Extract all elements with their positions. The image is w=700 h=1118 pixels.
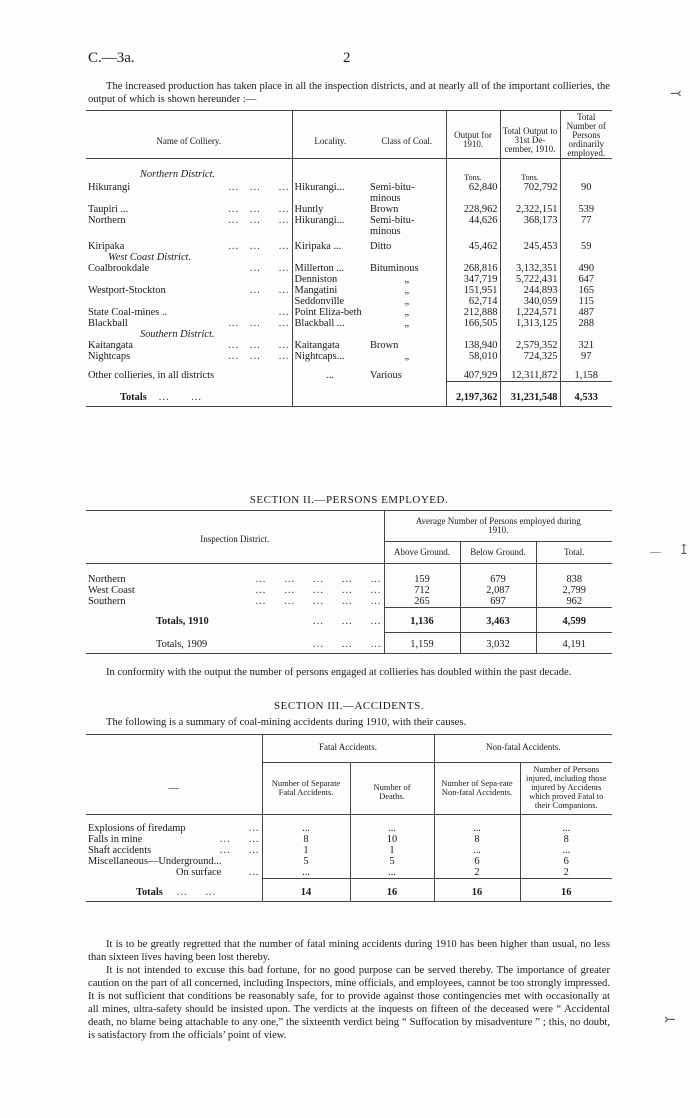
total-value: 962 bbox=[536, 596, 612, 608]
nonfatal-count: 8 bbox=[434, 834, 520, 845]
document-reference: C.—3a. bbox=[88, 50, 135, 66]
totals-total: 4,599 bbox=[536, 608, 612, 633]
output-value: 212,888 bbox=[446, 307, 500, 318]
totals-injured: 16 bbox=[520, 879, 612, 902]
coal-class: Semi-bitu-minous bbox=[370, 215, 415, 237]
section-iii-title: SECTION III.—ACCIDENTS. bbox=[274, 700, 424, 712]
coal-class: „ bbox=[404, 351, 410, 362]
page-number: 2 bbox=[343, 50, 351, 66]
total-output-value: 3,132,351 bbox=[500, 263, 560, 274]
persons-value: 487 bbox=[560, 307, 612, 318]
totals-label: Totals, 1910 bbox=[156, 615, 209, 627]
total-output-value: 1,224,571 bbox=[500, 307, 560, 318]
totals-total: 4,191 bbox=[536, 633, 612, 654]
total-value: 838 bbox=[536, 564, 612, 586]
total-output-value: 1,313,125 bbox=[500, 318, 560, 329]
totals-deaths: 16 bbox=[350, 879, 434, 902]
coal-class: „ bbox=[404, 296, 410, 307]
nonfatal-count: 6 bbox=[434, 856, 520, 867]
margin-mark: ⤙ bbox=[670, 87, 682, 102]
persons-note: In conformity with the output the number of persons engaged at collieries has doubled within the past decade. bbox=[106, 667, 572, 678]
persons-value: 1,158 bbox=[560, 362, 612, 382]
table-row bbox=[86, 845, 612, 856]
output-1910-header: Output for 1910. bbox=[446, 111, 500, 159]
totals-above: 1,159 bbox=[384, 633, 460, 654]
fatal-count: 1 bbox=[262, 845, 350, 856]
table-row bbox=[86, 596, 612, 608]
totals-persons: 4,533 bbox=[560, 382, 612, 407]
table-row bbox=[86, 362, 612, 382]
fatal-count: ... bbox=[262, 815, 350, 835]
deaths-count: ... bbox=[350, 867, 434, 879]
fatal-count: 8 bbox=[262, 834, 350, 845]
coal-class: Semi-bitu-minous bbox=[370, 182, 415, 204]
table-row bbox=[86, 867, 612, 879]
totals-above: 1,136 bbox=[384, 608, 460, 633]
cause-header: — bbox=[86, 735, 262, 815]
totals-row bbox=[86, 608, 612, 633]
tons-unit: Tons. bbox=[500, 159, 560, 183]
total-output-value: 702,792 bbox=[500, 182, 560, 204]
closing-paragraph-2: It is not intended to excuse this bad fortune, for no good purpose can be served thereby. The importance of greater caution on the part of all concerned, including Inspectors, mine officials, and employees, cannot be too strongly impressed. It is not sufficient that conditions be reasonably safe, for to provide against those contingencies met with occasionally at all mines, ultra-safety should be insisted upon. The verdicts at the inquests on fifteen of the deceased were “ Accidental death, no blame being attachable to any one,” the sixteenth verdict being “ Suffocation by misadventure ” ; this, no doubt, is satisfactory from the officials’ point of view. bbox=[88, 965, 610, 1041]
accidents-intro: The following is a summary of coal-mining accidents during 1910, with their causes. bbox=[106, 717, 467, 728]
leader-dots: ... bbox=[248, 823, 260, 834]
output-value: 62,714 bbox=[446, 296, 500, 307]
leader-dots: ... bbox=[248, 867, 260, 878]
table-row bbox=[86, 318, 612, 329]
deaths-count: ... bbox=[350, 815, 434, 835]
coal-class: „ bbox=[404, 307, 410, 318]
table-row bbox=[86, 856, 612, 867]
locality: Kiripaka ... bbox=[292, 237, 368, 252]
table-row bbox=[86, 215, 612, 237]
locality: Huntly bbox=[292, 204, 368, 215]
nonfatal-count: ... bbox=[434, 815, 520, 835]
total-output-value: 245,453 bbox=[500, 237, 560, 252]
totals-label: Totals, 1909 bbox=[156, 638, 208, 650]
district-label: Southern District. bbox=[140, 329, 215, 340]
total-output-value: 2,579,352 bbox=[500, 340, 560, 351]
total-header: Total. bbox=[536, 542, 612, 564]
district-label: Northern District. bbox=[140, 169, 216, 180]
colliery-name: Kiripaka bbox=[88, 241, 125, 252]
injured-count: 2 bbox=[520, 867, 612, 879]
district-label: West Coast District. bbox=[108, 252, 192, 263]
coal-class-header: Class of Coal. bbox=[381, 136, 433, 146]
leader-dots: ... bbox=[278, 307, 290, 318]
leader-dots: ... ... bbox=[158, 391, 202, 403]
tons-unit: Tons. bbox=[446, 159, 500, 183]
leader-dots: ... ... bbox=[176, 886, 217, 898]
fatal-count: 5 bbox=[262, 856, 350, 867]
output-value: 151,951 bbox=[446, 285, 500, 296]
colliery-name: Kaitangata bbox=[88, 340, 134, 351]
table-row bbox=[86, 307, 612, 318]
totals-total-output: 31,231,548 bbox=[500, 382, 560, 407]
persons-value: 539 bbox=[560, 204, 612, 215]
totals-label: Totals bbox=[120, 391, 147, 403]
cause-label: Explosions of firedamp bbox=[88, 823, 186, 834]
leader-dots: ... ... ... bbox=[228, 351, 290, 362]
colliery-name: Northern bbox=[88, 215, 126, 226]
deaths-count: 1 bbox=[350, 845, 434, 856]
output-value: 45,462 bbox=[446, 237, 500, 252]
section-ii-title: SECTION II.—PERSONS EMPLOYED. bbox=[249, 494, 449, 506]
deaths-count: 5 bbox=[350, 856, 434, 867]
leader-dots: ... ... bbox=[219, 845, 260, 856]
colliery-name: Westport-Stockton bbox=[88, 285, 166, 296]
leader-dots: ... ... ... ... ... bbox=[255, 585, 382, 596]
locality: Nightcaps... bbox=[292, 351, 368, 362]
fatal-count: ... bbox=[262, 867, 350, 879]
colliery-table-header bbox=[86, 111, 612, 159]
totals-row bbox=[86, 879, 612, 902]
nonfatal-count: 2 bbox=[434, 867, 520, 879]
cause-label: Falls in mine bbox=[88, 834, 143, 845]
total-output-value: 5,722,431 bbox=[500, 274, 560, 285]
district-row bbox=[86, 252, 612, 263]
cause-label: Miscellaneous—Underground... bbox=[88, 856, 222, 867]
coal-class: Various bbox=[370, 370, 402, 381]
injured-count: ... bbox=[520, 815, 612, 835]
totals-below: 3,463 bbox=[460, 608, 536, 633]
total-value: 2,799 bbox=[536, 585, 612, 596]
average-persons-header: Average Number of Persons employed during 1910. bbox=[384, 511, 612, 542]
output-value: 268,816 bbox=[446, 263, 500, 274]
above-ground-header: Above Ground. bbox=[384, 542, 460, 564]
colliery-name: Other collieries, in all districts bbox=[88, 370, 215, 381]
table-row bbox=[86, 182, 612, 204]
output-value: 166,505 bbox=[446, 318, 500, 329]
leader-dots: ... ... ... ... ... bbox=[255, 574, 382, 585]
cause-label: On surface bbox=[176, 867, 222, 878]
totals-fatal: 14 bbox=[262, 879, 350, 902]
injured-count: 6 bbox=[520, 856, 612, 867]
total-output-value: 12,311,872 bbox=[500, 362, 560, 382]
totals-below: 3,032 bbox=[460, 633, 536, 654]
leader-dots: ... ... ... bbox=[228, 182, 290, 193]
table-row bbox=[86, 564, 612, 586]
totals-row bbox=[86, 382, 612, 407]
locality: Point Eliza-beth bbox=[292, 307, 368, 318]
nonfatal-count: ... bbox=[434, 845, 520, 856]
output-value: 58,010 bbox=[446, 351, 500, 362]
leader-dots: ... ... bbox=[249, 285, 290, 296]
above-ground-value: 712 bbox=[384, 585, 460, 596]
output-value: 407,929 bbox=[446, 362, 500, 382]
persons-value: 77 bbox=[560, 215, 612, 237]
table-row bbox=[86, 263, 612, 274]
colliery-name: State Coal-mines .. bbox=[88, 307, 168, 318]
margin-mark: — bbox=[650, 546, 661, 558]
coal-class: Bituminous bbox=[370, 263, 419, 274]
separate-nonfatal-header: Number of Sepa-rate Non-fatal Accidents. bbox=[434, 763, 520, 815]
district-name: Northern bbox=[88, 574, 126, 585]
total-output-value: 368,173 bbox=[500, 215, 560, 237]
nonfatal-accidents-header: Non-fatal Accidents. bbox=[434, 735, 612, 763]
district-row bbox=[86, 159, 612, 183]
output-value: 347,719 bbox=[446, 274, 500, 285]
leader-dots: ... ... bbox=[249, 263, 290, 274]
margin-mark: ↥ bbox=[678, 543, 690, 558]
above-ground-value: 265 bbox=[384, 596, 460, 608]
leader-dots: ... ... ... bbox=[228, 340, 290, 351]
coal-class: Ditto bbox=[370, 241, 392, 252]
coal-class: Brown bbox=[370, 340, 399, 351]
inspection-district-header: Inspection District. bbox=[86, 511, 384, 564]
persons-value: 647 bbox=[560, 274, 612, 285]
persons-value: 59 bbox=[560, 237, 612, 252]
leader-dots: ... ... bbox=[219, 834, 260, 845]
persons-injured-header: Number of Persons injured, including those injured by Accidents which proved Fatal to their Companions. bbox=[520, 763, 612, 815]
fatal-accidents-header: Fatal Accidents. bbox=[262, 735, 434, 763]
output-value: 228,962 bbox=[446, 204, 500, 215]
locality: Mangatini bbox=[292, 285, 368, 296]
total-output-value: 724,325 bbox=[500, 351, 560, 362]
below-ground-value: 697 bbox=[460, 596, 536, 608]
persons-employed-header: Total Number of Persons ordinarily employed. bbox=[560, 111, 612, 159]
table-row bbox=[86, 296, 612, 307]
colliery-name: Hikurangi bbox=[88, 182, 131, 193]
locality: Hikurangi... bbox=[292, 215, 368, 237]
intro-paragraph: The increased production has taken place in all the inspection districts, and at nearly all of the important collieries, the output of which is shown hereunder :— bbox=[88, 81, 610, 105]
margin-mark: ⤚ bbox=[664, 1013, 676, 1028]
leader-dots: ... ... ... bbox=[228, 215, 290, 226]
district-row bbox=[86, 329, 612, 340]
colliery-name bbox=[86, 296, 292, 307]
total-output-header: Total Output to 31st De-cember, 1910. bbox=[500, 111, 560, 159]
below-ground-value: 679 bbox=[460, 564, 536, 586]
locality: Denniston bbox=[292, 274, 368, 285]
deaths-count: 10 bbox=[350, 834, 434, 845]
persons-value: 90 bbox=[560, 182, 612, 204]
locality: Hikurangi... bbox=[292, 182, 368, 204]
table-row bbox=[86, 585, 612, 596]
total-output-value: 340,059 bbox=[500, 296, 560, 307]
district-name: Southern bbox=[88, 596, 126, 607]
persons-value: 165 bbox=[560, 285, 612, 296]
cause-label: Shaft accidents bbox=[88, 845, 152, 856]
closing-paragraph-1: It is to be greatly regretted that the number of fatal mining accidents during 1910 has been higher than usual, no less than sixteen lives having been lost thereby. bbox=[88, 939, 610, 963]
totals-nonfatal: 16 bbox=[434, 879, 520, 902]
above-ground-value: 159 bbox=[384, 564, 460, 586]
locality: Blackball ... bbox=[292, 318, 368, 329]
output-value: 44,626 bbox=[446, 215, 500, 237]
coal-class: Brown bbox=[370, 204, 399, 215]
locality-header: Locality. bbox=[292, 111, 368, 159]
colliery-name-header: Name of Colliery. bbox=[156, 136, 222, 146]
colliery-name: Taupiri ... bbox=[88, 204, 129, 215]
table-row bbox=[86, 834, 612, 845]
total-output-value: 2,322,151 bbox=[500, 204, 560, 215]
separate-fatal-header: Number of Separate Fatal Accidents. bbox=[262, 763, 350, 815]
colliery-name: Nightcaps bbox=[88, 351, 131, 362]
output-value: 62,840 bbox=[446, 182, 500, 204]
table-row bbox=[86, 237, 612, 252]
below-ground-value: 2,087 bbox=[460, 585, 536, 596]
deaths-header: Number of Deaths. bbox=[350, 763, 434, 815]
leader-dots: ... ... ... bbox=[313, 638, 382, 650]
colliery-name: Coalbrookdale bbox=[88, 263, 150, 274]
table-row bbox=[86, 274, 612, 285]
injured-count: 8 bbox=[520, 834, 612, 845]
injured-count: ... bbox=[520, 845, 612, 856]
locality: Millerton ... bbox=[292, 263, 368, 274]
coal-class: „ bbox=[404, 318, 410, 329]
coal-class: „ bbox=[404, 274, 410, 285]
persons-value: 490 bbox=[560, 263, 612, 274]
totals-label: Totals bbox=[136, 886, 163, 898]
leader-dots: ... ... ... bbox=[228, 241, 290, 252]
persons-employed-table bbox=[86, 510, 612, 654]
locality: Seddonville bbox=[292, 296, 368, 307]
leader-dots: ... ... ... bbox=[228, 204, 290, 215]
below-ground-header: Below Ground. bbox=[460, 542, 536, 564]
leader-dots: ... ... ... ... ... bbox=[255, 596, 382, 607]
colliery-name: Blackball bbox=[88, 318, 128, 329]
total-output-value: 244,893 bbox=[500, 285, 560, 296]
table-row bbox=[86, 204, 612, 215]
totals-row bbox=[86, 633, 612, 654]
colliery-name bbox=[86, 274, 292, 285]
accidents-table bbox=[86, 734, 612, 902]
persons-value: 97 bbox=[560, 351, 612, 362]
leader-dots: ... ... ... bbox=[313, 615, 382, 627]
persons-value: 115 bbox=[560, 296, 612, 307]
district-name: West Coast bbox=[88, 585, 135, 596]
persons-value: 321 bbox=[560, 340, 612, 351]
locality: Kaitangata bbox=[292, 340, 368, 351]
table-row bbox=[86, 340, 612, 351]
table-row bbox=[86, 351, 612, 362]
totals-output: 2,197,362 bbox=[446, 382, 500, 407]
locality: ... bbox=[292, 362, 368, 382]
table-row bbox=[86, 285, 612, 296]
output-value: 138,940 bbox=[446, 340, 500, 351]
persons-value: 288 bbox=[560, 318, 612, 329]
leader-dots: ... ... ... bbox=[228, 318, 290, 329]
coal-class: „ bbox=[404, 285, 410, 296]
colliery-output-table bbox=[86, 110, 612, 407]
table-row bbox=[86, 815, 612, 835]
